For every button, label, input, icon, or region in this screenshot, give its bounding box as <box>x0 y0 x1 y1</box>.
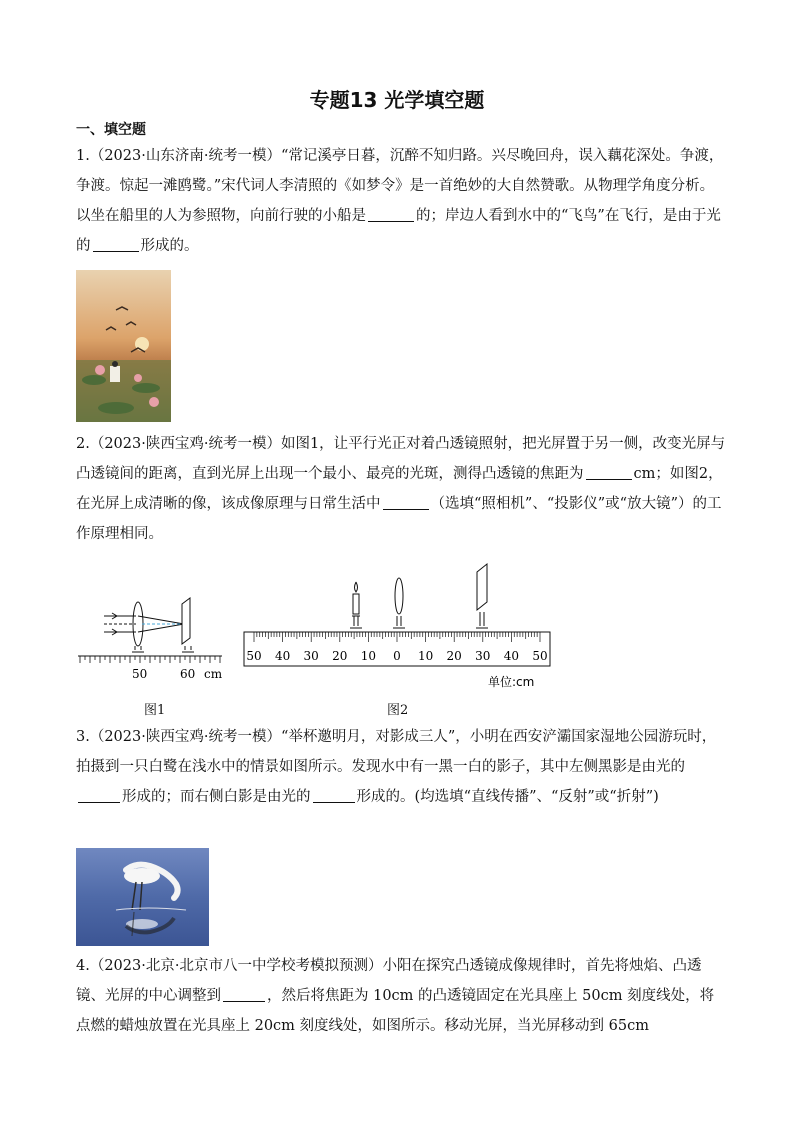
fig2-tick-label: 40 <box>274 649 291 663</box>
page-title: 专题13 光学填空题 <box>309 88 485 112</box>
figure-1-caption: 图1 <box>144 703 166 718</box>
q4-blank-1[interactable] <box>223 985 265 1002</box>
question-4 <box>76 951 728 1041</box>
fig2-tick-label: 50 <box>532 649 548 663</box>
screen-icon <box>476 564 488 628</box>
lotus-painting-image <box>76 270 171 422</box>
fig1-tick-60: 60 <box>180 667 196 681</box>
question-2 <box>76 429 728 549</box>
section-heading: 一、填空题 <box>76 122 146 138</box>
figure-2-optical-bench <box>240 560 560 695</box>
fig1-tick-50: 50 <box>132 667 148 681</box>
fig2-tick-label: 10 <box>360 649 377 663</box>
fig2-tick-label: 50 <box>246 649 262 663</box>
fig2-tick-label: 0 <box>393 649 401 663</box>
fig2-tick-label: 20 <box>332 649 348 663</box>
fig2-tick-label: 40 <box>503 649 520 663</box>
q2-text-3: （选填“照相机”、“投影仪”或“放大镜”）的工作原理相同。 <box>76 496 722 542</box>
q1-text-2: 的；岸边人看到水中的“飞鸟”在飞行，是由于光的 <box>76 208 721 254</box>
q2-blank-1[interactable] <box>586 463 632 480</box>
egret-photo-image <box>76 848 209 946</box>
fig2-tick-label: 20 <box>446 649 462 663</box>
figure-1-lens-focus <box>76 590 226 690</box>
q1-text-1: 1.（2023·山东济南·统考一模）“常记溪亭日暮，沉醉不知归路。兴尽晚回舟，误入藕花深处。争渡，争渡。惊起一滩鸥鹭。”宋代词人李清照的《如梦令》是一首绝妙的大自然赞歌。从物理学角度分析。以坐在船里的人为参照物，向前行驶的小船是 <box>76 148 724 224</box>
fig2-tick-label: 30 <box>475 649 491 663</box>
q3-text-1: 3.（2023·陕西宝鸡·统考一模）“举杯邀明月，对影成三人”，小明在西安浐灞国家湿地公园游玩时，拍摄到一只白鹭在浅水中的情景如图所示。发现水中有一黑一白的影子，其中左侧黑影是由光的 <box>76 729 717 775</box>
question-3 <box>76 722 728 812</box>
fig2-tick-label: 10 <box>417 649 434 663</box>
q4-text-2: ，然后将焦距为 10cm 的凸透镜固定在光具座上 50cm 刻度线处，将点燃的蜡烛放置在光具座上 20cm 刻度线处，如图所示。移动光屏，当光屏移动到 65cm <box>76 988 715 1034</box>
candle-icon <box>350 582 362 628</box>
question-1 <box>76 141 728 261</box>
figure-1-ruler-ticks <box>80 656 220 663</box>
q1-blank-2[interactable] <box>93 235 139 252</box>
q3-blank-2[interactable] <box>313 786 355 803</box>
q2-text-2: cm；如图2，在光屏上成清晰的像，该成像原理与日常生活中 <box>76 466 723 512</box>
q2-blank-2[interactable] <box>383 493 429 510</box>
q4-text-1: 4.（2023·北京·北京市八一中学校考模拟预测）小阳在探究凸透镜成像规律时，首先将烛焰、凸透镜、光屏的中心调整到 <box>76 958 702 1004</box>
q1-text-3: 形成的。 <box>140 238 199 254</box>
q3-blank-1[interactable] <box>78 786 120 803</box>
q3-text-2: 形成的；而右侧白影是由光的 <box>122 789 311 805</box>
q1-blank-1[interactable] <box>368 205 414 222</box>
fig1-unit: cm <box>204 667 223 681</box>
fig2-unit: 单位:cm <box>488 675 535 689</box>
fig2-tick-label: 30 <box>303 649 319 663</box>
q2-text-1: 2.（2023·陕西宝鸡·统考一模）如图1，让平行光正对着凸透镜照射，把光屏置于另一侧，改变光屏与凸透镜间的距离，直到光屏上出现一个最小、最亮的光斑，测得凸透镜的焦距为 <box>76 436 726 482</box>
figure-2-caption: 图2 <box>387 703 409 718</box>
lens-icon <box>393 578 405 628</box>
q3-text-3: 形成的。(均选填“直线传播”、“反射”或“折射”) <box>356 789 659 805</box>
